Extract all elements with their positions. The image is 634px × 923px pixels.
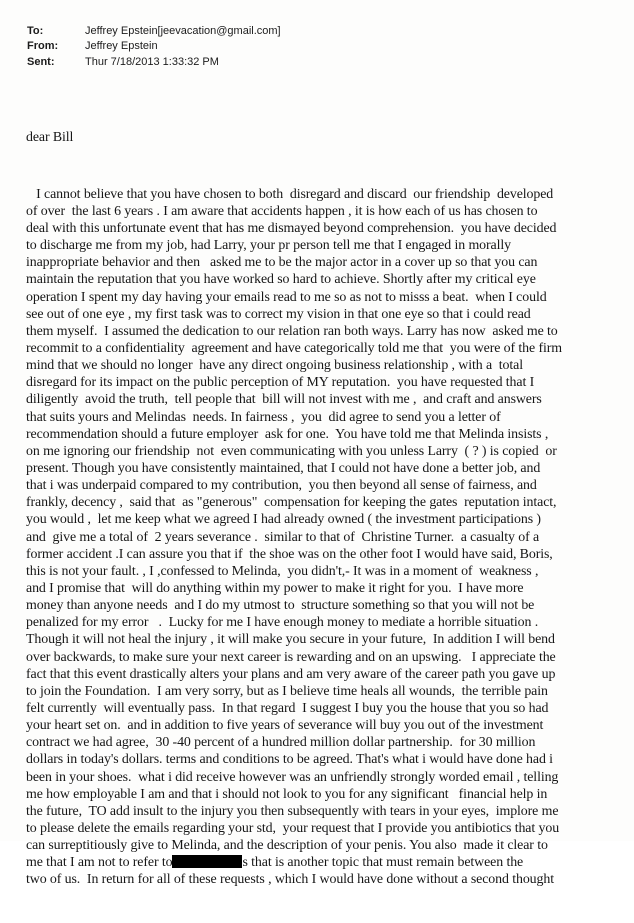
body-line: inappropriate behavior and then asked me to be the major actor in a cover up so that you can xyxy=(26,255,538,271)
body-line: recommendation should a future employer ask for one. You have told me that Melinda insists , xyxy=(26,426,549,442)
body-line: that i was underpaid compared to my contribution, you then beyond all sense of fairness, and xyxy=(26,478,537,494)
email-header xyxy=(27,24,281,70)
body-line: to discharge me from my job, had Larry, your pr person tell me that I engaged in morally xyxy=(26,238,511,254)
salutation: dear Bill xyxy=(26,130,74,146)
body-line-text: me that I am not to refer to xyxy=(26,855,173,871)
body-line: to join the Foundation. I am very sorry, but as I believe time heals all wounds, the terrible pain xyxy=(26,683,548,699)
email-body-lines xyxy=(26,186,626,889)
body-line: and I promise that will do anything within my power to make it right for you. I have more xyxy=(26,581,524,597)
body-line: penalized for my error . Lucky for me I have enough money to mediate a horrible situation . xyxy=(26,615,539,631)
body-line: your heart set on. and in addition to five years of severance will buy you out of the investment xyxy=(26,718,544,734)
body-line: the future, TO add insult to the injury you then subsequently with tears in your eyes, implore me xyxy=(26,803,559,819)
body-line: frankly, decency , said that as "generous" compensation for keeping the gates reputation intact, xyxy=(26,495,557,511)
body-line: former accident .I can assure you that if the shoe was on the other foot I would have said, Boris, xyxy=(26,546,553,562)
redaction-box xyxy=(172,855,242,868)
body-line: over backwards, to make sure your next career is rewarding and on an upswing. I appreciate the xyxy=(26,649,556,665)
body-line: money than anyone needs and I do my utmost to structure something so that you will not be xyxy=(26,598,535,614)
body-line: can surreptitiously give to Melinda, and the description of your penis. You also made it clear to xyxy=(26,838,548,854)
body-line: me how employable I am and that i should not look to you for any significant financial help in xyxy=(26,786,548,802)
to-value: Jeffrey Epstein[jeevacation@gmail.com] xyxy=(85,25,281,37)
sent-value: Thur 7/18/2013 1:33:32 PM xyxy=(85,55,219,68)
body-line: contract we had agree, 30 -40 percent of a hundred million dollar partnership. for 30 million xyxy=(26,735,536,751)
body-line: you would , let me keep what we agreed I had already owned ( the investment participations ) xyxy=(26,512,541,528)
header-row-from xyxy=(27,39,281,54)
from-value: Jeffrey Epstein xyxy=(85,40,158,53)
body-line: on me ignoring our friendship not even communicating with you unless Larry ( ? ) is copied or xyxy=(26,443,557,459)
body-line: and give me a total of 2 years severance . similar to that of Christine Turner. a casualty of a xyxy=(26,529,540,545)
email-body xyxy=(26,95,626,923)
body-line: of over the last 6 years . I am aware that accidents happen , it is how each of us has chosen to xyxy=(26,203,538,219)
body-line: dollars in today's dollars. terms and conditions to be agreed. That's what i would have done had i xyxy=(26,752,553,768)
body-line: Though it will not heal the injury , it will make you secure in your future, In addition I will bend xyxy=(26,632,555,648)
header-row-to xyxy=(27,24,281,39)
body-line: present. Though you have consistently maintained, that I could not have done a better job, and xyxy=(26,461,541,477)
body-line: been in your shoes. what i did receive however was an unfriendly strongly worded email , telling xyxy=(26,769,559,785)
body-line: fact that this event drastically alters your plans and am very aware of the career path you gave up xyxy=(26,666,556,682)
body-line: diligently avoid the truth, tell people that bill will not invest with me , and craft and answers xyxy=(26,392,542,408)
body-line: that suits yours and Melindas needs. In fairness , you did agree to send you a letter of xyxy=(26,409,501,425)
body-line: disregard for its impact on the public perception of MY reputation. you have requested that I xyxy=(26,375,535,391)
body-line: two of us. In return for all of these requests , which I would have done without a second thought xyxy=(26,872,554,888)
body-line: this is not your fault. , I ,confessed to Melinda, you didn't,- It was in a moment of weakness , xyxy=(26,563,539,579)
body-line: maintain the reputation that you have worked so hard to achieve. Shortly after my critical eye xyxy=(26,272,536,288)
to-label: To: xyxy=(27,25,44,37)
body-line: to please delete the emails regarding your std, your request that I provide you antibiotics that you xyxy=(26,820,560,836)
body-line: them myself. I assumed the dedication to our relation ran both ways. Larry has now asked me to xyxy=(26,323,558,339)
from-label: From: xyxy=(27,40,59,53)
body-line: see out of one eye , my first task was to correct my vision in that one eye so that i could read xyxy=(26,306,531,322)
body-line: recommit to a confidentiality agreement and have categorically told me that you were of the firm xyxy=(26,341,562,357)
header-row-sent xyxy=(27,55,281,70)
body-line: I cannot believe that you have chosen to both disregard and discard our friendship developed xyxy=(26,186,554,202)
body-line: operation I spent my day having your emails read to me so as not to misss a beat. when I could xyxy=(26,289,547,305)
body-line-text: s that is another topic that must remain between the xyxy=(242,855,524,871)
sent-label: Sent: xyxy=(27,55,55,68)
body-line: mind that we should no longer have any direct ongoing business relationship , with a total xyxy=(26,358,523,374)
body-line: felt currently will eventually pass. In that regard I suggest I buy you the house that you so had xyxy=(26,701,549,716)
body-line: deal with this unfortunate event that has me dismayed beyond comprehension. you have decided xyxy=(26,221,557,237)
body-line xyxy=(26,854,626,871)
